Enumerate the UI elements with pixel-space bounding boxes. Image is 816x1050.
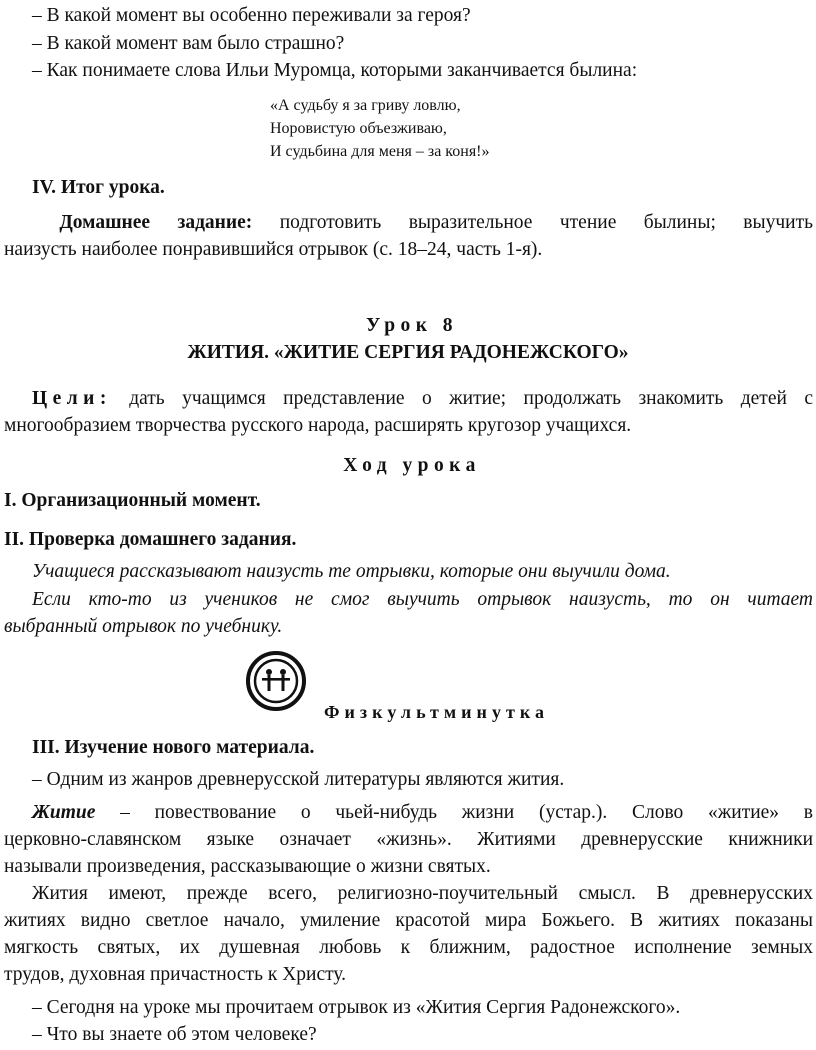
meaning-line-4: трудов, духовная причастность к Христу. — [4, 964, 347, 985]
question-2: – В какой момент вам было страшно? — [32, 33, 345, 54]
goals-text: дать учащимся представление о житие; продолжать знакомить детей с — [111, 388, 813, 409]
homework-text: подготовить выразительное чтение былины; выучить — [252, 212, 813, 233]
goals-line-2: многообразием творчества русского народа, расширять кругозор учащихся. — [4, 415, 632, 436]
definition-line-3: называли произведения, рассказывающие о жизни святых. — [4, 856, 491, 877]
meaning-line-2: житиях видно светлое начало, умиление красотой мира Божьего. В житиях показаны — [4, 910, 813, 931]
meaning-line-3: мягкость святых, их душевная любовь к ближним, радостное исполнение земных — [4, 937, 813, 958]
lesson-title: ЖИТИЯ. «ЖИТИЕ СЕРГИЯ РАДОНЕЖСКОГО» — [187, 342, 629, 363]
homework-label: Домашнее задание: — [59, 212, 253, 233]
definition-term: Житие — [32, 802, 96, 823]
closing-line-1: – Сегодня на уроке мы прочитаем отрывок из «Жития Сергия Радонежского». — [32, 997, 681, 1018]
definition-text: – повествование о чьей-нибудь жизни (устар.). Слово «житие» в — [95, 802, 813, 823]
question-3: – Как понимаете слова Ильи Муромца, которыми заканчивается былина: — [32, 60, 638, 81]
poem-line-2: Норовистую объезживаю, — [270, 120, 447, 137]
question-1: – В какой момент вы особенно переживали за героя? — [32, 5, 471, 26]
section-1-heading: I. Организационный момент. — [4, 490, 261, 511]
definition-line-2: церковно-славянском языке означает «жизнь». Житиями древнерусские книжники — [4, 829, 813, 850]
definition-line-1 — [32, 801, 813, 825]
poem-line-3: И судьбина для меня – за коня!» — [270, 143, 490, 160]
recitation-line-1: Учащиеся рассказывают наизусть те отрывки, которые они выучили дома. — [32, 561, 671, 582]
fizminutka-label: Физкультминутка — [324, 702, 550, 722]
closing-line-2: – Что вы знаете об этом человеке? — [32, 1024, 317, 1045]
section-3-heading: III. Изучение нового материала. — [32, 737, 315, 758]
course-heading: Ход урока — [343, 455, 481, 476]
homework-line-1 — [32, 211, 813, 235]
lesson-number: Урок 8 — [366, 315, 458, 336]
physical-exercise-icon — [245, 650, 307, 712]
recitation-line-3: выбранный отрывок по учебнику. — [4, 616, 283, 637]
genre-line: – Одним из жанров древнерусской литературы являются жития. — [32, 769, 565, 790]
homework-line-2: наизусть наиболее понравившийся отрывок (с. 18–24, часть 1-я). — [4, 239, 543, 260]
meaning-line-1: Жития имеют, прежде всего, религиозно-поучительный смысл. В древнерусских — [32, 883, 813, 904]
goals-label: Цели: — [32, 388, 112, 409]
recitation-line-2: Если кто-то из учеников не смог выучить отрывок наизусть, то он читает — [32, 589, 813, 610]
goals-line-1 — [32, 387, 813, 411]
poem-line-1: «А судьбу я за гриву ловлю, — [270, 97, 461, 114]
section-2-heading: II. Проверка домашнего задания. — [4, 529, 297, 550]
summary-heading: IV. Итог урока. — [32, 177, 165, 198]
